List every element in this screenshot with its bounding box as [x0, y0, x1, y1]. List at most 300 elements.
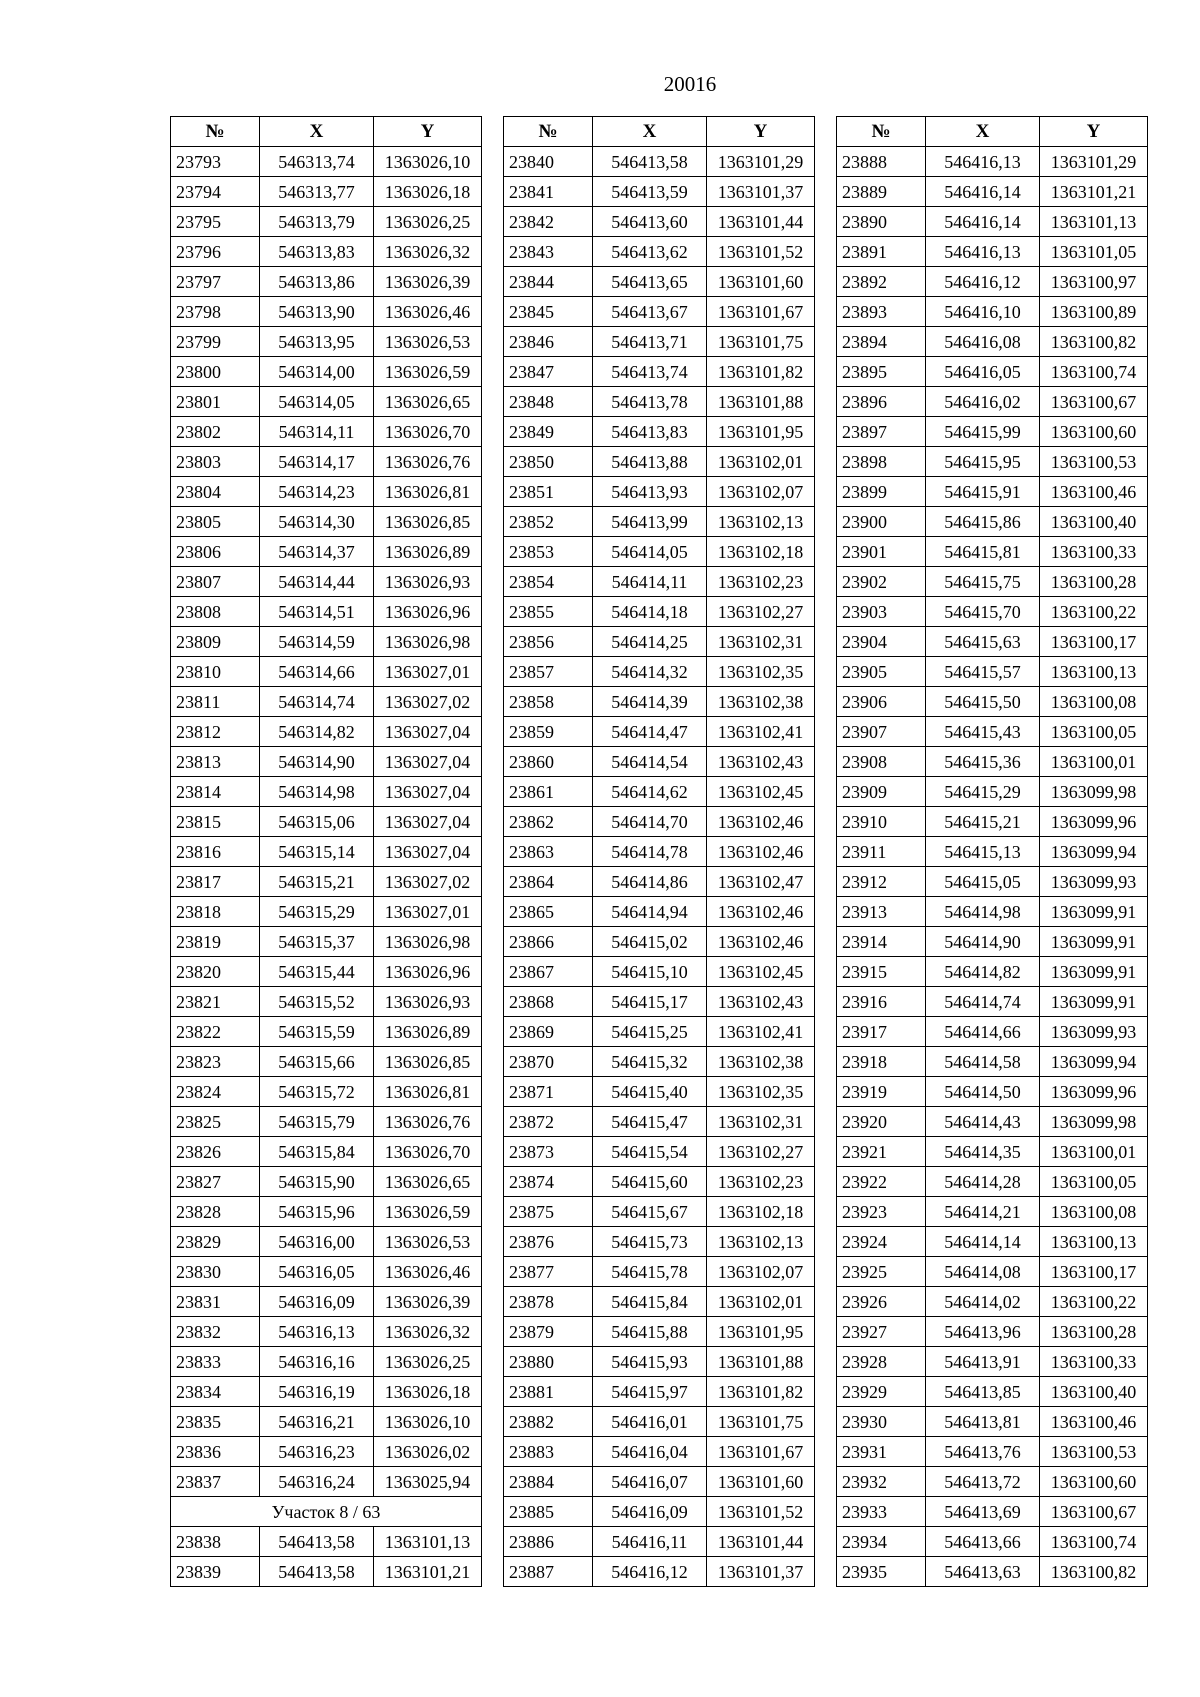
x-coordinate-cell: 546413,81	[926, 1407, 1040, 1437]
point-number-cell: 23858	[504, 687, 593, 717]
table-row	[504, 1347, 815, 1377]
table-row	[171, 1077, 482, 1107]
x-coordinate-cell: 546316,16	[260, 1347, 374, 1377]
coordinates-table	[170, 116, 482, 1587]
y-coordinate-cell: 1363100,82	[1040, 327, 1148, 357]
x-coordinate-cell: 546413,63	[926, 1557, 1040, 1587]
y-coordinate-cell: 1363101,67	[707, 1437, 815, 1467]
y-coordinate-cell: 1363026,96	[374, 957, 482, 987]
y-coordinate-cell: 1363027,02	[374, 687, 482, 717]
table-row	[171, 627, 482, 657]
y-coordinate-cell: 1363100,05	[1040, 1167, 1148, 1197]
table-row	[171, 447, 482, 477]
table-row	[171, 1257, 482, 1287]
y-coordinate-cell: 1363099,91	[1040, 987, 1148, 1017]
y-coordinate-cell: 1363100,01	[1040, 747, 1148, 777]
table-row	[837, 1167, 1148, 1197]
table-row	[171, 267, 482, 297]
y-coordinate-cell: 1363100,28	[1040, 567, 1148, 597]
table-row	[837, 1497, 1148, 1527]
y-coordinate-cell: 1363026,85	[374, 507, 482, 537]
table-row	[504, 1377, 815, 1407]
x-coordinate-cell: 546315,37	[260, 927, 374, 957]
y-coordinate-cell: 1363102,18	[707, 1197, 815, 1227]
point-number-cell: 23931	[837, 1437, 926, 1467]
x-coordinate-cell: 546415,88	[593, 1317, 707, 1347]
x-coordinate-cell: 546314,30	[260, 507, 374, 537]
x-coordinate-cell: 546314,44	[260, 567, 374, 597]
x-coordinate-cell: 546315,44	[260, 957, 374, 987]
x-coordinate-cell: 546314,98	[260, 777, 374, 807]
y-coordinate-cell: 1363026,81	[374, 477, 482, 507]
y-coordinate-cell: 1363026,89	[374, 1017, 482, 1047]
table-row	[837, 657, 1148, 687]
x-coordinate-cell: 546414,43	[926, 1107, 1040, 1137]
y-coordinate-cell: 1363026,70	[374, 417, 482, 447]
y-coordinate-cell: 1363101,82	[707, 357, 815, 387]
x-coordinate-cell: 546413,85	[926, 1377, 1040, 1407]
y-coordinate-cell: 1363101,29	[1040, 147, 1148, 177]
point-number-cell: 23827	[171, 1167, 260, 1197]
table-row	[837, 267, 1148, 297]
table-row	[504, 1197, 815, 1227]
table-row	[837, 717, 1148, 747]
point-number-cell: 23863	[504, 837, 593, 867]
y-coordinate-cell: 1363026,98	[374, 627, 482, 657]
x-coordinate-cell: 546314,23	[260, 477, 374, 507]
point-number-cell: 23924	[837, 1227, 926, 1257]
x-coordinate-cell: 546415,21	[926, 807, 1040, 837]
y-coordinate-cell: 1363026,46	[374, 1257, 482, 1287]
table-row	[504, 387, 815, 417]
point-number-cell: 23867	[504, 957, 593, 987]
point-number-cell: 23810	[171, 657, 260, 687]
x-coordinate-cell: 546313,79	[260, 207, 374, 237]
y-coordinate-cell: 1363025,94	[374, 1467, 482, 1497]
point-number-cell: 23875	[504, 1197, 593, 1227]
point-number-cell: 23793	[171, 147, 260, 177]
x-coordinate-cell: 546314,51	[260, 597, 374, 627]
x-coordinate-cell: 546413,58	[260, 1557, 374, 1587]
y-coordinate-cell: 1363027,01	[374, 657, 482, 687]
point-number-cell: 23898	[837, 447, 926, 477]
x-coordinate-cell: 546413,58	[593, 147, 707, 177]
point-number-cell: 23820	[171, 957, 260, 987]
table-row	[171, 1557, 482, 1587]
table-row	[837, 1107, 1148, 1137]
x-coordinate-cell: 546314,59	[260, 627, 374, 657]
table-row	[171, 987, 482, 1017]
x-coordinate-cell: 546316,21	[260, 1407, 374, 1437]
x-coordinate-cell: 546414,25	[593, 627, 707, 657]
x-coordinate-cell: 546314,17	[260, 447, 374, 477]
table-row	[504, 537, 815, 567]
y-coordinate-cell: 1363026,93	[374, 987, 482, 1017]
y-coordinate-cell: 1363100,89	[1040, 297, 1148, 327]
y-coordinate-cell: 1363026,18	[374, 1377, 482, 1407]
point-number-cell: 23807	[171, 567, 260, 597]
y-coordinate-cell: 1363101,44	[707, 1527, 815, 1557]
table-row	[837, 1137, 1148, 1167]
point-number-cell: 23834	[171, 1377, 260, 1407]
point-number-cell: 23910	[837, 807, 926, 837]
y-coordinate-cell: 1363026,39	[374, 1287, 482, 1317]
table-row	[504, 1557, 815, 1587]
x-coordinate-cell: 546413,78	[593, 387, 707, 417]
y-coordinate-cell: 1363102,35	[707, 657, 815, 687]
point-number-cell: 23853	[504, 537, 593, 567]
table-row	[504, 327, 815, 357]
x-coordinate-cell: 546416,13	[926, 237, 1040, 267]
y-coordinate-cell: 1363026,18	[374, 177, 482, 207]
table-row	[171, 1137, 482, 1167]
x-coordinate-cell: 546414,02	[926, 1287, 1040, 1317]
table-row	[504, 567, 815, 597]
x-coordinate-cell: 546415,78	[593, 1257, 707, 1287]
x-coordinate-cell: 546414,70	[593, 807, 707, 837]
x-coordinate-cell: 546413,76	[926, 1437, 1040, 1467]
y-coordinate-cell: 1363101,82	[707, 1377, 815, 1407]
point-number-cell: 23884	[504, 1467, 593, 1497]
point-number-cell: 23908	[837, 747, 926, 777]
x-coordinate-cell: 546315,90	[260, 1167, 374, 1197]
point-number-cell: 23842	[504, 207, 593, 237]
table-row	[837, 327, 1148, 357]
y-coordinate-cell: 1363101,75	[707, 1407, 815, 1437]
point-number-cell: 23848	[504, 387, 593, 417]
x-coordinate-cell: 546414,11	[593, 567, 707, 597]
y-coordinate-cell: 1363026,10	[374, 1407, 482, 1437]
table-row	[504, 417, 815, 447]
column-header-x: X	[593, 117, 707, 147]
x-coordinate-cell: 546415,05	[926, 867, 1040, 897]
y-coordinate-cell: 1363102,07	[707, 477, 815, 507]
y-coordinate-cell: 1363099,93	[1040, 867, 1148, 897]
page-number: 20016	[663, 72, 717, 96]
y-coordinate-cell: 1363100,22	[1040, 1287, 1148, 1317]
table-row	[837, 537, 1148, 567]
y-coordinate-cell: 1363026,53	[374, 1227, 482, 1257]
y-coordinate-cell: 1363101,13	[1040, 207, 1148, 237]
x-coordinate-cell: 546416,04	[593, 1437, 707, 1467]
table-row	[837, 447, 1148, 477]
y-coordinate-cell: 1363099,91	[1040, 957, 1148, 987]
x-coordinate-cell: 546413,65	[593, 267, 707, 297]
y-coordinate-cell: 1363026,85	[374, 1047, 482, 1077]
table-row	[504, 177, 815, 207]
x-coordinate-cell: 546415,36	[926, 747, 1040, 777]
point-number-cell: 23856	[504, 627, 593, 657]
x-coordinate-cell: 546413,91	[926, 1347, 1040, 1377]
y-coordinate-cell: 1363026,32	[374, 1317, 482, 1347]
x-coordinate-cell: 546316,13	[260, 1317, 374, 1347]
table-row	[504, 207, 815, 237]
table-row	[171, 237, 482, 267]
table-header-row	[504, 117, 815, 147]
point-number-cell: 23902	[837, 567, 926, 597]
point-number-cell: 23855	[504, 597, 593, 627]
table-row	[837, 1077, 1148, 1107]
column-header-y: Y	[1040, 117, 1148, 147]
point-number-cell: 23901	[837, 537, 926, 567]
y-coordinate-cell: 1363100,67	[1040, 387, 1148, 417]
point-number-cell: 23799	[171, 327, 260, 357]
y-coordinate-cell: 1363102,01	[707, 447, 815, 477]
x-coordinate-cell: 546315,59	[260, 1017, 374, 1047]
point-number-cell: 23860	[504, 747, 593, 777]
point-number-cell: 23800	[171, 357, 260, 387]
point-number-cell: 23832	[171, 1317, 260, 1347]
x-coordinate-cell: 546413,72	[926, 1467, 1040, 1497]
table-row	[504, 687, 815, 717]
point-number-cell: 23872	[504, 1107, 593, 1137]
point-number-cell: 23919	[837, 1077, 926, 1107]
x-coordinate-cell: 546413,74	[593, 357, 707, 387]
y-coordinate-cell: 1363101,29	[707, 147, 815, 177]
point-number-cell: 23794	[171, 177, 260, 207]
table-row	[504, 1107, 815, 1137]
table-row	[504, 507, 815, 537]
point-number-cell: 23879	[504, 1317, 593, 1347]
point-number-cell: 23839	[171, 1557, 260, 1587]
x-coordinate-cell: 546416,07	[593, 1467, 707, 1497]
x-coordinate-cell: 546414,54	[593, 747, 707, 777]
point-number-cell: 23899	[837, 477, 926, 507]
x-coordinate-cell: 546314,00	[260, 357, 374, 387]
table-row	[837, 987, 1148, 1017]
point-number-cell: 23795	[171, 207, 260, 237]
y-coordinate-cell: 1363027,04	[374, 807, 482, 837]
point-number-cell: 23813	[171, 747, 260, 777]
y-coordinate-cell: 1363100,28	[1040, 1317, 1148, 1347]
table-row	[504, 1287, 815, 1317]
x-coordinate-cell: 546415,32	[593, 1047, 707, 1077]
point-number-cell: 23809	[171, 627, 260, 657]
table-row	[504, 957, 815, 987]
y-coordinate-cell: 1363027,04	[374, 837, 482, 867]
x-coordinate-cell: 546414,90	[926, 927, 1040, 957]
table-row	[504, 1047, 815, 1077]
table-row	[171, 1287, 482, 1317]
table-row	[837, 1257, 1148, 1287]
point-number-cell: 23925	[837, 1257, 926, 1287]
point-number-cell: 23881	[504, 1377, 593, 1407]
table-row	[504, 657, 815, 687]
x-coordinate-cell: 546415,50	[926, 687, 1040, 717]
y-coordinate-cell: 1363101,21	[374, 1557, 482, 1587]
table-row	[171, 897, 482, 927]
y-coordinate-cell: 1363100,33	[1040, 1347, 1148, 1377]
point-number-cell: 23801	[171, 387, 260, 417]
table-row	[504, 1167, 815, 1197]
point-number-cell: 23892	[837, 267, 926, 297]
table-row	[837, 777, 1148, 807]
column-header-number: №	[504, 117, 593, 147]
x-coordinate-cell: 546316,19	[260, 1377, 374, 1407]
table-row	[837, 837, 1148, 867]
x-coordinate-cell: 546416,10	[926, 297, 1040, 327]
table-row	[504, 597, 815, 627]
x-coordinate-cell: 546313,86	[260, 267, 374, 297]
y-coordinate-cell: 1363100,13	[1040, 657, 1148, 687]
x-coordinate-cell: 546415,81	[926, 537, 1040, 567]
y-coordinate-cell: 1363101,37	[707, 1557, 815, 1587]
table-row	[171, 1197, 482, 1227]
x-coordinate-cell: 546416,05	[926, 357, 1040, 387]
x-coordinate-cell: 546313,90	[260, 297, 374, 327]
table-row	[837, 1047, 1148, 1077]
y-coordinate-cell: 1363102,46	[707, 837, 815, 867]
table-row	[171, 477, 482, 507]
y-coordinate-cell: 1363102,46	[707, 897, 815, 927]
x-coordinate-cell: 546413,99	[593, 507, 707, 537]
y-coordinate-cell: 1363101,60	[707, 267, 815, 297]
y-coordinate-cell: 1363100,08	[1040, 687, 1148, 717]
x-coordinate-cell: 546414,98	[926, 897, 1040, 927]
section-label: Участок 8 / 63	[171, 1497, 482, 1527]
point-number-cell: 23840	[504, 147, 593, 177]
table-row	[504, 1077, 815, 1107]
x-coordinate-cell: 546415,86	[926, 507, 1040, 537]
x-coordinate-cell: 546415,70	[926, 597, 1040, 627]
table-row	[171, 1467, 482, 1497]
point-number-cell: 23890	[837, 207, 926, 237]
point-number-cell: 23865	[504, 897, 593, 927]
y-coordinate-cell: 1363026,02	[374, 1437, 482, 1467]
point-number-cell: 23913	[837, 897, 926, 927]
column-header-x: X	[260, 117, 374, 147]
table-row	[171, 1317, 482, 1347]
table-row	[504, 357, 815, 387]
y-coordinate-cell: 1363102,46	[707, 807, 815, 837]
x-coordinate-cell: 546316,23	[260, 1437, 374, 1467]
column-header-x: X	[926, 117, 1040, 147]
y-coordinate-cell: 1363101,67	[707, 297, 815, 327]
x-coordinate-cell: 546314,90	[260, 747, 374, 777]
x-coordinate-cell: 546413,83	[593, 417, 707, 447]
x-coordinate-cell: 546316,05	[260, 1257, 374, 1287]
table-row	[171, 867, 482, 897]
x-coordinate-cell: 546414,74	[926, 987, 1040, 1017]
table-row	[504, 1137, 815, 1167]
point-number-cell: 23828	[171, 1197, 260, 1227]
y-coordinate-cell: 1363102,35	[707, 1077, 815, 1107]
table-row	[171, 417, 482, 447]
table-row	[171, 927, 482, 957]
point-number-cell: 23877	[504, 1257, 593, 1287]
point-number-cell: 23904	[837, 627, 926, 657]
y-coordinate-cell: 1363100,22	[1040, 597, 1148, 627]
y-coordinate-cell: 1363100,33	[1040, 537, 1148, 567]
y-coordinate-cell: 1363026,76	[374, 447, 482, 477]
x-coordinate-cell: 546415,02	[593, 927, 707, 957]
point-number-cell: 23862	[504, 807, 593, 837]
x-coordinate-cell: 546415,57	[926, 657, 1040, 687]
table-row	[504, 1467, 815, 1497]
x-coordinate-cell: 546315,72	[260, 1077, 374, 1107]
x-coordinate-cell: 546413,60	[593, 207, 707, 237]
y-coordinate-cell: 1363102,27	[707, 597, 815, 627]
table-row	[837, 1227, 1148, 1257]
table-row	[837, 1287, 1148, 1317]
point-number-cell: 23802	[171, 417, 260, 447]
x-coordinate-cell: 546415,47	[593, 1107, 707, 1137]
x-coordinate-cell: 546313,77	[260, 177, 374, 207]
table-row	[504, 1017, 815, 1047]
x-coordinate-cell: 546415,25	[593, 1017, 707, 1047]
table-row	[837, 567, 1148, 597]
point-number-cell: 23841	[504, 177, 593, 207]
point-number-cell: 23918	[837, 1047, 926, 1077]
point-number-cell: 23933	[837, 1497, 926, 1527]
y-coordinate-cell: 1363101,88	[707, 387, 815, 417]
x-coordinate-cell: 546315,29	[260, 897, 374, 927]
x-coordinate-cell: 546413,88	[593, 447, 707, 477]
point-number-cell: 23909	[837, 777, 926, 807]
table-row	[171, 1437, 482, 1467]
point-number-cell: 23814	[171, 777, 260, 807]
table-row	[837, 897, 1148, 927]
point-number-cell: 23897	[837, 417, 926, 447]
table-row	[837, 357, 1148, 387]
x-coordinate-cell: 546414,47	[593, 717, 707, 747]
point-number-cell: 23921	[837, 1137, 926, 1167]
table-row	[504, 987, 815, 1017]
point-number-cell: 23811	[171, 687, 260, 717]
section-row	[171, 1497, 482, 1527]
point-number-cell: 23914	[837, 927, 926, 957]
y-coordinate-cell: 1363102,41	[707, 717, 815, 747]
table-row	[171, 657, 482, 687]
table-row	[504, 867, 815, 897]
y-coordinate-cell: 1363101,05	[1040, 237, 1148, 267]
point-number-cell: 23854	[504, 567, 593, 597]
y-coordinate-cell: 1363099,94	[1040, 1047, 1148, 1077]
x-coordinate-cell: 546415,91	[926, 477, 1040, 507]
point-number-cell: 23866	[504, 927, 593, 957]
table-row	[837, 687, 1148, 717]
y-coordinate-cell: 1363026,25	[374, 1347, 482, 1377]
table-row	[504, 717, 815, 747]
table-row	[171, 1047, 482, 1077]
point-number-cell: 23869	[504, 1017, 593, 1047]
x-coordinate-cell: 546414,35	[926, 1137, 1040, 1167]
y-coordinate-cell: 1363027,04	[374, 777, 482, 807]
point-number-cell: 23916	[837, 987, 926, 1017]
y-coordinate-cell: 1363026,81	[374, 1077, 482, 1107]
x-coordinate-cell: 546416,14	[926, 207, 1040, 237]
point-number-cell: 23934	[837, 1527, 926, 1557]
x-coordinate-cell: 546413,71	[593, 327, 707, 357]
table-row	[171, 387, 482, 417]
x-coordinate-cell: 546415,29	[926, 777, 1040, 807]
y-coordinate-cell: 1363100,97	[1040, 267, 1148, 297]
y-coordinate-cell: 1363101,44	[707, 207, 815, 237]
point-number-cell: 23808	[171, 597, 260, 627]
y-coordinate-cell: 1363101,60	[707, 1467, 815, 1497]
y-coordinate-cell: 1363100,53	[1040, 1437, 1148, 1467]
x-coordinate-cell: 546316,09	[260, 1287, 374, 1317]
x-coordinate-cell: 546415,43	[926, 717, 1040, 747]
y-coordinate-cell: 1363026,98	[374, 927, 482, 957]
x-coordinate-cell: 546314,05	[260, 387, 374, 417]
x-coordinate-cell: 546414,32	[593, 657, 707, 687]
y-coordinate-cell: 1363100,60	[1040, 417, 1148, 447]
point-number-cell: 23833	[171, 1347, 260, 1377]
y-coordinate-cell: 1363099,98	[1040, 1107, 1148, 1137]
table-row	[837, 1527, 1148, 1557]
y-coordinate-cell: 1363026,46	[374, 297, 482, 327]
